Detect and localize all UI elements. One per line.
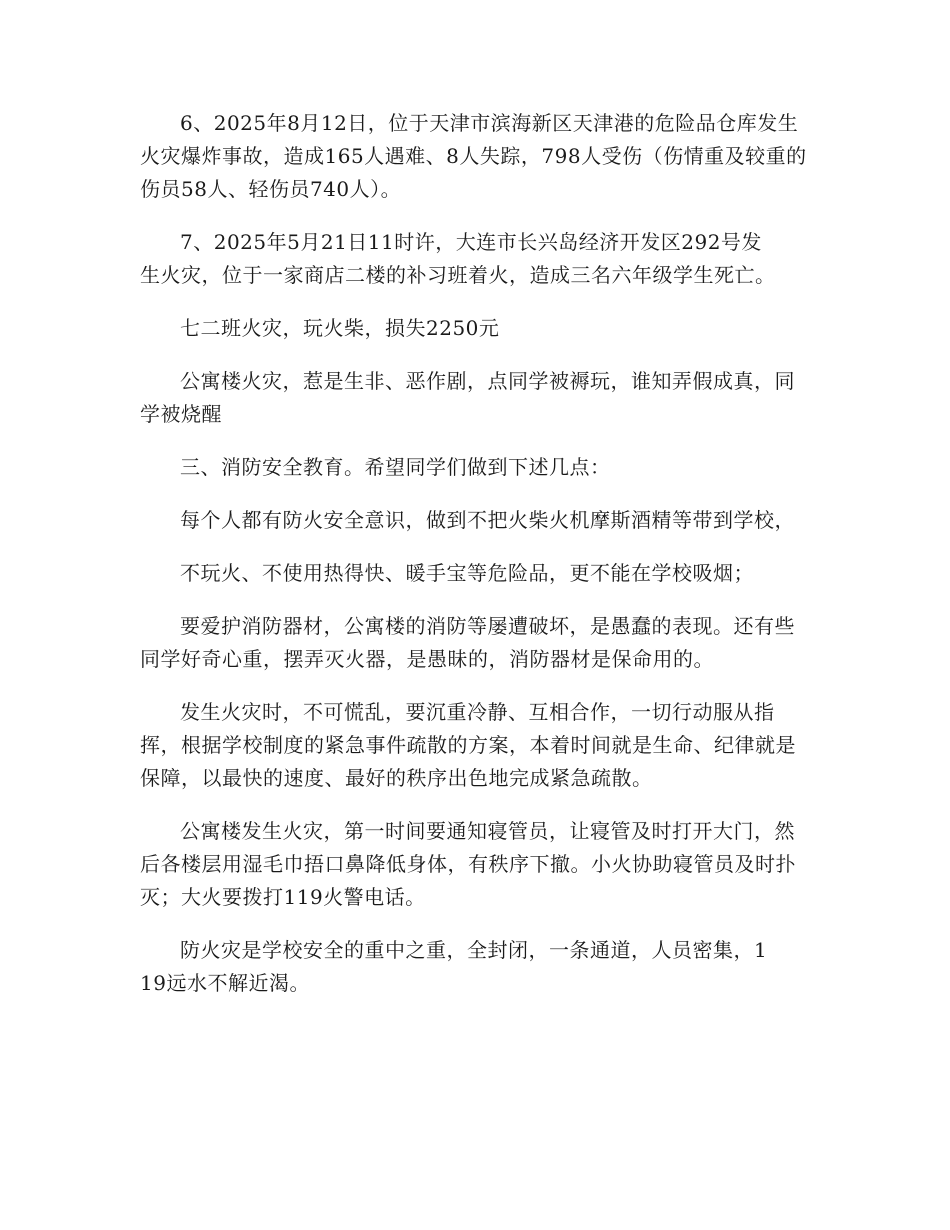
paragraph-dorm-procedure: 公寓楼发生火灾，第一时间要通知寝管员，让寝管及时打开大门，然后各楼层用湿毛巾捂口鼻降低身体，有秩序下撤。小火协助寝管员及时扑灭；大火要拨打119火警电话。 [140, 819, 796, 909]
paragraph-awareness: 每个人都有防火安全意识，做到不把火柴火机摩斯酒精等带到学校， [180, 508, 795, 532]
paragraph-protect-equipment: 要爱护消防器材，公寓楼的消防等屡遭破坏，是愚蠢的表现。还有些同学好奇心重，摆弄灭火器，是愚昧的，消防器材是保命用的。 [140, 614, 795, 671]
section-heading-fire-safety: 三、消防安全教育。希望同学们做到下述几点： [180, 455, 611, 479]
paragraph-dalian-accident: 7、2025年5月21日11时许，大连市长兴岛经济开发区292号发生火灾，位于一家商店二楼的补习班着火，造成三名六年级学生死亡。 [140, 230, 776, 287]
paragraph-class-fire: 七二班火灾，玩火柴，损失2250元 [180, 316, 500, 340]
paragraph-no-fire-play: 不玩火、不使用热得快、暖手宝等危险品，更不能在学校吸烟； [180, 561, 754, 585]
paragraph-evacuation: 发生火灾时，不可慌乱，要沉重冷静、互相合作，一切行动服从指挥，根据学校制度的紧急事件疏散的方案，本着时间就是生命、纪律就是保障，以最快的速度、最好的秩序出色地完成紧急疏散。 [140, 700, 796, 790]
paragraph-dorm-fire: 公寓楼火灾，惹是生非、恶作剧，点同学被褥玩，谁知弄假成真，同学被烧醒 [140, 369, 795, 426]
paragraph-tianjin-accident: 6、2025年8月12日，位于天津市滨海新区天津港的危险品仓库发生火灾爆炸事故，造成165人遇难、8人失踪，798人受伤（伤情重及较重的伤员58人、轻伤员740人）。 [140, 111, 807, 201]
document-page [140, 107, 810, 1000]
paragraph-priority: 防火灾是学校安全的重中之重，全封闭，一条通道，人员密集，119远水不解近渴。 [140, 938, 768, 995]
